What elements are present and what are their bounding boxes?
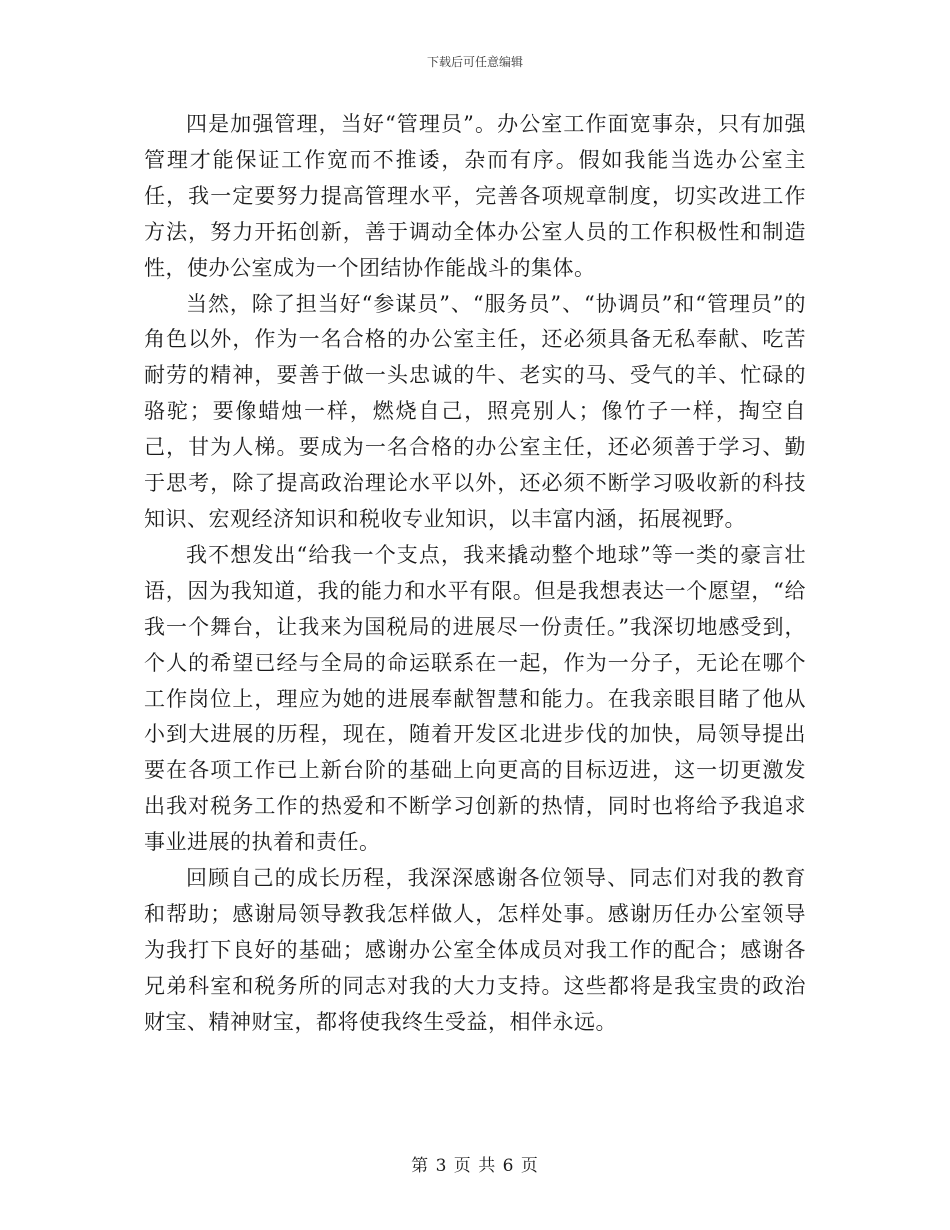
paragraph-aspiration: 我不想发出“给我一个支点，我来撬动整个地球”等一类的豪言壮语，因为我知道，我的能力和水平有限。但是我想表达一个愿望，“给我一个舞台，让我来为国税局的进展尽一份责任。”我深切地感受到，个人的希望已经与全局的命运联系在一起，作为一分子，无论在哪个工作岗位上，理应为她的进展奉献智慧和能力。在我亲眼目睹了他从小到大进展的历程，现在，随着开发区北进步伐的加快，局领导提出要在各项工作已上新台阶的基础上向更高的目标迈进，这一切更激发出我对税务工作的热爱和不断学习创新的热情，同时也将给予我追求事业进展的执着和责任。 [144, 542, 806, 855]
page-header: 下载后可任意编辑 [426, 55, 523, 69]
paragraph-dedication: 当然，除了担当好“参谋员”、“服务员”、“协调员”和“管理员”的角色以外，作为一名合格的办公室主任，还必须具备无私奉献、吃苦耐劳的精神，要善于做一头忠诚的牛、老实的马、受气的羊、忙碌的骆驼；要像蜡烛一样，燃烧自己，照亮别人；像竹子一样，掏空自己，甘为人梯。要成为一名合格的办公室主任，还必须善于学习、勤于思考，除了提高政治理论水平以外，还必须不断学习吸收新的科技知识、宏观经济知识和税收专业知识，以丰富内涵，拓展视野。 [144, 291, 806, 531]
page-number: 第 3 页 共 6 页 [411, 1156, 539, 1176]
document-body [144, 107, 806, 1041]
paragraph-gratitude: 回顾自己的成长历程，我深深感谢各位领导、同志们对我的教育和帮助；感谢局领导教我怎样做人，怎样处事。感谢历任办公室领导为我打下良好的基础；感谢办公室全体成员对我工作的配合；感谢各兄弟科室和税务所的同志对我的大力支持。这些都将是我宝贵的政治财宝、精神财宝，都将使我终生受益，相伴永远。 [144, 866, 806, 1034]
paragraph-management: 四是加强管理，当好“管理员”。办公室工作面宽事杂，只有加强管理才能保证工作宽而不推诿，杂而有序。假如我能当选办公室主任，我一定要努力提高管理水平，完善各项规章制度，切实改进工作方法，努力开拓创新，善于调动全体办公室人员的工作积极性和制造性，使办公室成为一个团结协作能战斗的集体。 [144, 112, 806, 280]
